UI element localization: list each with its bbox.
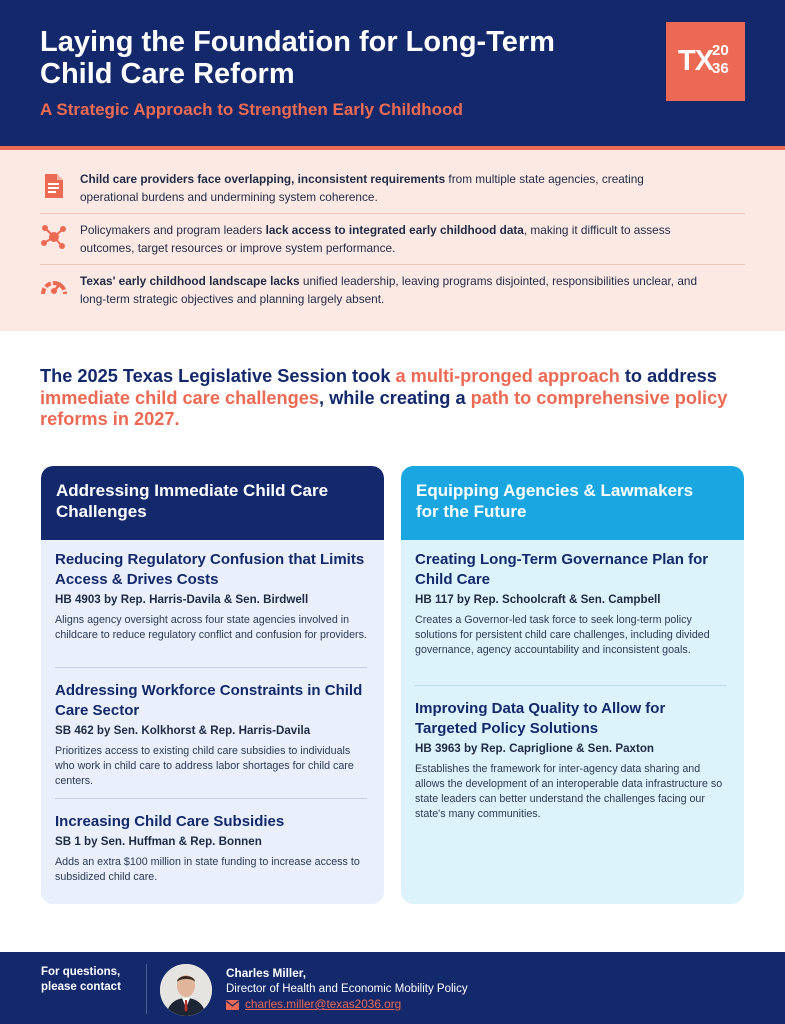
card-heading: Addressing Immediate Child Care Challenges bbox=[56, 481, 329, 521]
policy-title: Creating Long-Term Governance Plan for Child Care bbox=[415, 551, 709, 588]
contact-role: Director of Health and Economic Mobility Policy bbox=[226, 983, 468, 995]
policy-title: Reducing Regulatory Confusion that Limits Access & Drives Costs bbox=[55, 551, 365, 588]
card-divider bbox=[55, 667, 367, 668]
policy-description: Prioritizes access to existing child care subsidies to individuals who work in child care to address labor shortages for child care centers. bbox=[55, 745, 354, 787]
contact-email-link[interactable]: charles.miller@texas2036.org bbox=[245, 997, 402, 1011]
logo-tx: TX bbox=[678, 45, 714, 77]
bill-sponsors: HB 3963 by Rep. Capriglione & Sen. Paxton bbox=[415, 742, 655, 755]
contact-footer bbox=[0, 952, 785, 1024]
issues-section bbox=[0, 150, 785, 331]
policy-description: Establishes the framework for inter-agency data sharing and allows the development of an interoperable data infrastructure so state leaders can better understand the challenges facing our state's many communities. bbox=[415, 763, 723, 820]
policy-description: Creates a Governor-led task force to seek long-term policy solutions for persistent child care challenges, including divided governance, agency accountability and inconsistent goals. bbox=[415, 614, 710, 656]
issue-text: Texas' early childhood landscape lacks unified leadership, leaving programs disjointed, responsibilities unclear, and long-term strategic objectives and planning largely absent. bbox=[80, 274, 698, 306]
bill-sponsors: HB 117 by Rep. Schoolcraft & Sen. Campbell bbox=[415, 593, 661, 606]
issue-text: Policymakers and program leaders lack access to integrated early childhood data, making it difficult to assess outcomes, target resources or improve system performance. bbox=[80, 223, 671, 255]
contact-name: Charles Miller, bbox=[226, 966, 306, 980]
policy-title: Increasing Child Care Subsidies bbox=[55, 813, 285, 830]
bill-sponsors: HB 4903 by Rep. Harris-Davila & Sen. Birdwell bbox=[55, 593, 309, 606]
page-title: Laying the Foundation for Long-Term Child Care Reform bbox=[40, 26, 555, 90]
policy-title: Addressing Workforce Constraints in Child Care Sector bbox=[55, 682, 363, 719]
page-subtitle: A Strategic Approach to Strengthen Early Childhood bbox=[40, 100, 463, 119]
issue-text: Child care providers face overlapping, inconsistent requirements from multiple state agencies, creating operational burdens and undermining system coherence. bbox=[80, 172, 644, 204]
footer-divider bbox=[146, 964, 147, 1014]
bill-sponsors: SB 462 by Sen. Kolkhorst & Rep. Harris-Davila bbox=[55, 724, 311, 737]
immediate-challenges-card bbox=[41, 466, 384, 904]
gauge-icon bbox=[40, 274, 68, 302]
issue-divider bbox=[40, 264, 745, 265]
policy-description: Aligns agency oversight across four state agencies involved in childcare to reduce regulatory conflict and confusion for providers. bbox=[55, 614, 367, 641]
issue-item bbox=[40, 272, 745, 322]
policy-item bbox=[55, 681, 371, 789]
document-icon bbox=[40, 172, 68, 200]
card-divider bbox=[415, 685, 727, 686]
logo-20: 20 bbox=[712, 42, 729, 59]
bill-sponsors: SB 1 by Sen. Huffman & Rep. Bonnen bbox=[55, 835, 262, 848]
policy-item bbox=[415, 550, 731, 658]
policy-item bbox=[55, 550, 371, 643]
issue-divider bbox=[40, 213, 745, 214]
card-header bbox=[401, 466, 744, 540]
person-photo-icon bbox=[160, 964, 212, 1016]
future-equipping-card bbox=[401, 466, 744, 904]
card-header bbox=[41, 466, 384, 540]
card-heading: Equipping Agencies & Lawmakers for the Future bbox=[416, 481, 694, 521]
contact-prompt: For questions, please contact bbox=[41, 966, 121, 993]
mail-icon bbox=[226, 1000, 239, 1010]
policy-description: Adds an extra $100 million in state funding to increase access to subsidized child care. bbox=[55, 856, 360, 883]
header bbox=[0, 0, 785, 146]
policy-item bbox=[55, 812, 371, 885]
policy-item bbox=[415, 699, 731, 822]
texas2036-logo bbox=[666, 22, 745, 101]
avatar bbox=[160, 964, 212, 1016]
policy-title: Improving Data Quality to Allow for Targeted Policy Solutions bbox=[415, 700, 666, 737]
logo-36: 36 bbox=[712, 60, 729, 77]
network-icon bbox=[40, 223, 68, 251]
intro-statement: The 2025 Texas Legislative Session took a multi-pronged approach to address immediate child care challenges, while creating a path to comprehensive policy reforms in 2027. bbox=[40, 366, 728, 429]
card-divider bbox=[55, 798, 367, 799]
